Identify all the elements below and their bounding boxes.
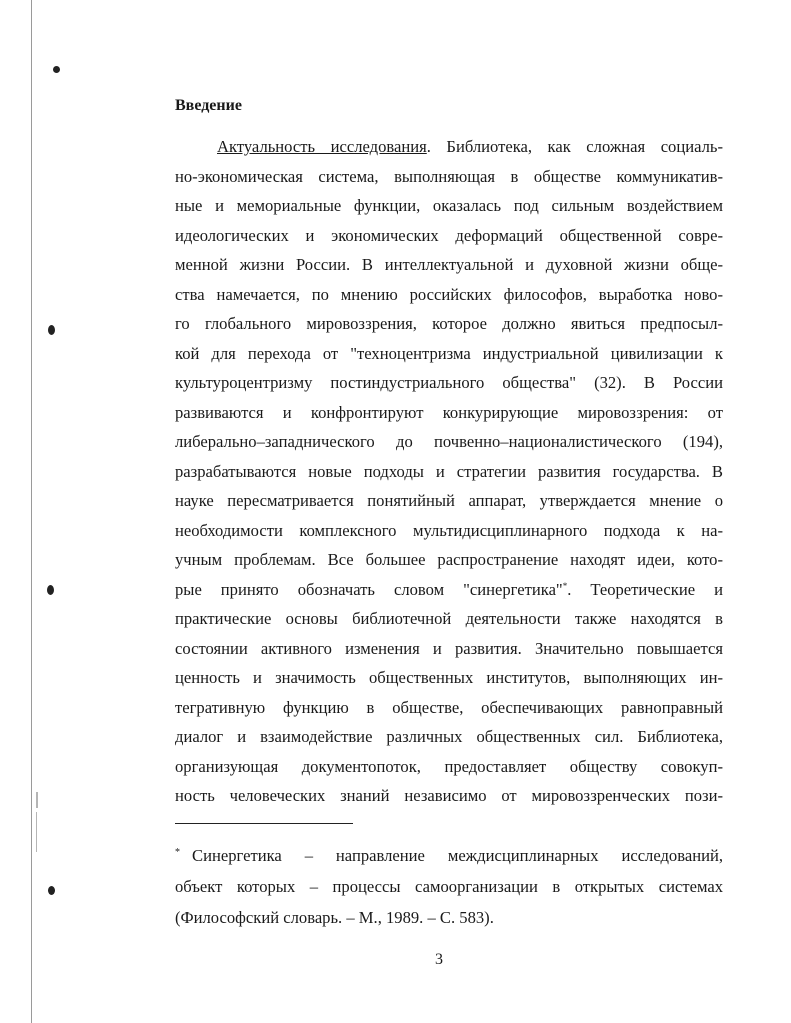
scan-edge-line xyxy=(31,0,32,1023)
text-line xyxy=(175,132,723,162)
text-line: го глобального мировоззрения, которое должно явиться предпосыл- xyxy=(175,314,723,333)
scan-speck xyxy=(36,812,37,852)
text-line: учным проблемам. Все большее распространение находят идеи, кото- xyxy=(175,550,723,569)
footnote-line-content: Синергетика – направление междисциплинарных исследований, xyxy=(192,846,723,865)
footnote xyxy=(175,840,723,933)
text-line-content: . Теоретические и xyxy=(567,579,723,599)
text-line: организующая документопоток, предоставляет обществу совокуп- xyxy=(175,756,723,776)
footnote-line: (Философский словарь. – М., 1989. – С. 583). xyxy=(175,908,494,927)
scan-hole-mark xyxy=(48,325,55,335)
body-paragraph xyxy=(175,132,723,811)
scan-hole-mark xyxy=(47,585,54,595)
text-line: либерально–западнического до почвенно–националистического (194), xyxy=(175,432,723,451)
text-line: идеологических и экономических деформаций общественной совре- xyxy=(175,225,723,245)
text-line: разрабатываются новые подходы и стратегии развития государства. В xyxy=(175,461,723,481)
text-line: кой для перехода от "техноцентризма индустриальной цивилизации к xyxy=(175,343,723,363)
text-line: тегративную функцию в обществе, обеспечивающих равноправный xyxy=(175,697,723,717)
footnote-line: объект которых – процессы самоорганизации в открытых системах xyxy=(175,877,723,896)
text-line xyxy=(175,575,723,605)
text-line: науке пересматривается понятийный аппарат, утверждается мнение о xyxy=(175,491,723,510)
text-line: состоянии активного изменения и развития. Значительно повышается xyxy=(175,638,723,658)
text-line: диалог и взаимодействие различных общественных сил. Библиотека, xyxy=(175,727,723,746)
underlined-lead-phrase: Актуальность исследования xyxy=(217,137,427,156)
section-heading: Введение xyxy=(175,97,242,114)
text-line: необходимости комплексного мультидисциплинарного подхода к на- xyxy=(175,520,723,540)
text-line: ства намечается, по мнению российских философов, выработка ново- xyxy=(175,284,723,304)
text-line-content: . Библиотека, как сложная социаль- xyxy=(426,137,724,156)
footnote-line xyxy=(175,840,723,871)
text-line: ность человеческих знаний независимо от мировоззренческих пози- xyxy=(175,786,723,805)
text-line: практические основы библиотечной деятельности также находятся в xyxy=(175,609,723,628)
scan-speck xyxy=(36,792,38,808)
text-line: но-экономическая система, выполняющая в обществе коммуникатив- xyxy=(175,166,723,186)
footnote-separator xyxy=(175,823,353,824)
text-line: ценность и значимость общественных институтов, выполняющих ин- xyxy=(175,668,723,687)
text-line-content: рые принято обозначать словом "синергетика" xyxy=(175,579,563,599)
scan-hole-mark xyxy=(48,886,55,895)
text-line: культуроцентризму постиндустриального общества" (32). В России xyxy=(175,373,723,392)
footnote-reference: * xyxy=(562,580,568,591)
page-number: 3 xyxy=(435,951,443,968)
scan-hole-mark xyxy=(53,66,60,73)
text-line: ные и мемориальные функции, оказалась под сильным воздействием xyxy=(175,196,723,215)
text-line: развиваются и конфронтируют конкурирующие мировоззрения: от xyxy=(175,402,723,422)
footnote-marker: * xyxy=(175,847,180,858)
text-line: менной жизни России. В интеллектуальной и духовной жизни обще- xyxy=(175,255,723,274)
